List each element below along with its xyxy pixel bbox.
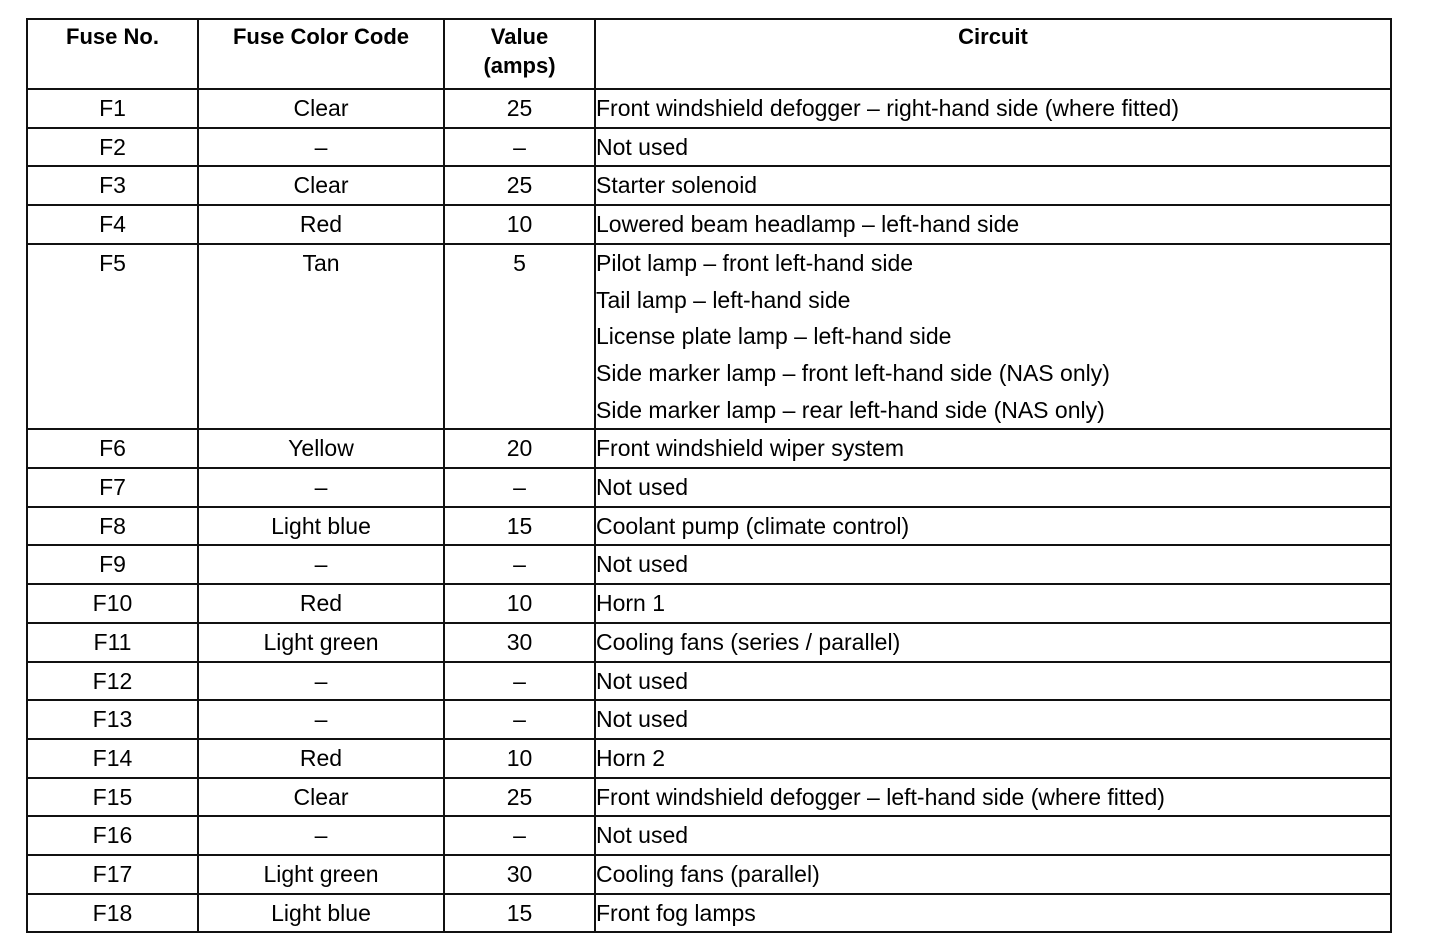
table-row	[27, 128, 1391, 167]
circuit-description: Front windshield defogger – left-hand side (where fitted)	[596, 783, 1165, 810]
fuse-color-cell: Light blue	[198, 507, 444, 546]
circuit-cell	[595, 128, 1391, 167]
fuse-value-cell: –	[444, 468, 595, 507]
fuse-color-cell: Light blue	[198, 894, 444, 933]
circuit-cell	[595, 584, 1391, 623]
circuit-cell	[595, 894, 1391, 933]
fuse-table	[26, 18, 1392, 933]
fuse-color-cell: Yellow	[198, 429, 444, 468]
circuit-description: Not used	[596, 133, 689, 160]
fuse-value-cell: 25	[444, 89, 595, 128]
fuse-value-cell: 25	[444, 166, 595, 205]
header-color-code: Fuse Color Code	[198, 19, 444, 89]
circuit-description: Not used	[596, 822, 689, 849]
fuse-value-cell: –	[444, 128, 595, 167]
fuse-number-cell: F16	[27, 816, 198, 855]
fuse-number-cell: F11	[27, 623, 198, 662]
table-row	[27, 545, 1391, 584]
circuit-description: Horn 2	[596, 744, 666, 771]
header-fuse-no: Fuse No.	[27, 19, 198, 89]
table-row	[27, 700, 1391, 739]
fuse-number-cell: F4	[27, 205, 198, 244]
circuit-cell	[595, 700, 1391, 739]
header-value	[444, 19, 595, 89]
fuse-number-cell: F18	[27, 894, 198, 933]
fuse-number-cell: F13	[27, 700, 198, 739]
fuse-color-cell: Clear	[198, 778, 444, 817]
table-body	[27, 89, 1391, 932]
fuse-color-cell: Clear	[198, 89, 444, 128]
table-header	[27, 19, 1391, 89]
header-value-line1: Value	[490, 24, 549, 49]
fuse-color-cell: Light green	[198, 623, 444, 662]
table-row	[27, 507, 1391, 546]
fuse-number-cell: F9	[27, 545, 198, 584]
fuse-color-cell: –	[198, 816, 444, 855]
fuse-number-cell: F17	[27, 855, 198, 894]
table-row	[27, 623, 1391, 662]
circuit-description: Coolant pump (climate control)	[596, 512, 910, 539]
fuse-color-cell: –	[198, 700, 444, 739]
circuit-cell	[595, 662, 1391, 701]
circuit-description: Tail lamp – left-hand side	[596, 286, 851, 313]
fuse-color-cell: Red	[198, 205, 444, 244]
circuit-cell	[595, 816, 1391, 855]
fuse-number-cell: F12	[27, 662, 198, 701]
circuit-cell	[595, 205, 1391, 244]
fuse-value-cell: –	[444, 545, 595, 584]
fuse-value-cell: 25	[444, 778, 595, 817]
circuit-cell	[595, 89, 1391, 128]
fuse-value-cell: –	[444, 816, 595, 855]
table-row	[27, 778, 1391, 817]
fuse-value-cell: 30	[444, 623, 595, 662]
fuse-value-cell: –	[444, 700, 595, 739]
fuse-value-cell: 5	[444, 244, 595, 430]
circuit-description: Not used	[596, 474, 689, 501]
fuse-value-cell: 10	[444, 584, 595, 623]
circuit-description: Cooling fans (parallel)	[596, 861, 820, 888]
circuit-description: License plate lamp – left-hand side	[596, 323, 952, 350]
circuit-description: Front windshield defogger – right-hand side (where fitted)	[596, 95, 1179, 121]
circuit-description: Front windshield wiper system	[596, 435, 905, 462]
circuit-description: Not used	[596, 551, 689, 578]
fuse-value-cell: 20	[444, 429, 595, 468]
circuit-cell	[595, 855, 1391, 894]
circuit-cell	[595, 429, 1391, 468]
circuit-cell	[595, 545, 1391, 584]
fuse-value-cell: –	[444, 662, 595, 701]
fuse-value-cell: 15	[444, 507, 595, 546]
fuse-color-cell: Red	[198, 584, 444, 623]
table-row	[27, 662, 1391, 701]
circuit-description: Starter solenoid	[596, 172, 758, 199]
fuse-number-cell: F8	[27, 507, 198, 546]
fuse-number-cell: F6	[27, 429, 198, 468]
fuse-number-cell: F3	[27, 166, 198, 205]
fuse-number-cell: F2	[27, 128, 198, 167]
circuit-cell	[595, 778, 1391, 817]
circuit-description: Pilot lamp – front left-hand side	[596, 249, 914, 276]
fuse-number-cell: F15	[27, 778, 198, 817]
fuse-number-cell: F7	[27, 468, 198, 507]
fuse-color-cell: –	[198, 128, 444, 167]
fuse-color-cell: –	[198, 545, 444, 584]
circuit-description: Horn 1	[596, 590, 666, 617]
header-row	[27, 19, 1391, 89]
circuit-description: Not used	[596, 667, 689, 694]
fuse-color-cell: Tan	[198, 244, 444, 430]
header-value-line2: (amps)	[483, 53, 556, 78]
circuit-description: Side marker lamp – front left-hand side (NAS only)	[596, 359, 1110, 386]
circuit-description: Lowered beam headlamp – left-hand side	[596, 211, 1020, 238]
fuse-number-cell: F14	[27, 739, 198, 778]
fuse-color-cell: Light green	[198, 855, 444, 894]
circuit-description: Front fog lamps	[596, 899, 756, 926]
circuit-description: Cooling fans (series / parallel)	[596, 628, 901, 655]
table-row	[27, 166, 1391, 205]
fuse-number-cell: F5	[27, 244, 198, 430]
table-row	[27, 468, 1391, 507]
fuse-value-cell: 10	[444, 205, 595, 244]
fuse-color-cell: Clear	[198, 166, 444, 205]
fuse-value-cell: 10	[444, 739, 595, 778]
circuit-cell	[595, 507, 1391, 546]
table-row	[27, 89, 1391, 128]
circuit-cell	[595, 468, 1391, 507]
fuse-value-cell: 15	[444, 894, 595, 933]
fuse-color-cell: Red	[198, 739, 444, 778]
circuit-cell	[595, 623, 1391, 662]
table-row	[27, 205, 1391, 244]
table-row	[27, 244, 1391, 430]
table-row	[27, 739, 1391, 778]
table-row	[27, 894, 1391, 933]
circuit-cell	[595, 244, 1391, 430]
fuse-number-cell: F1	[27, 89, 198, 128]
table-row	[27, 816, 1391, 855]
fuse-color-cell: –	[198, 468, 444, 507]
circuit-description: Side marker lamp – rear left-hand side (NAS only)	[596, 396, 1105, 423]
fuse-color-cell: –	[198, 662, 444, 701]
circuit-cell	[595, 739, 1391, 778]
table-row	[27, 429, 1391, 468]
fuse-number-cell: F10	[27, 584, 198, 623]
circuit-description: Not used	[596, 706, 689, 733]
circuit-cell	[595, 166, 1391, 205]
table-row	[27, 584, 1391, 623]
fuse-value-cell: 30	[444, 855, 595, 894]
header-circuit: Circuit	[595, 19, 1391, 89]
table-row	[27, 855, 1391, 894]
